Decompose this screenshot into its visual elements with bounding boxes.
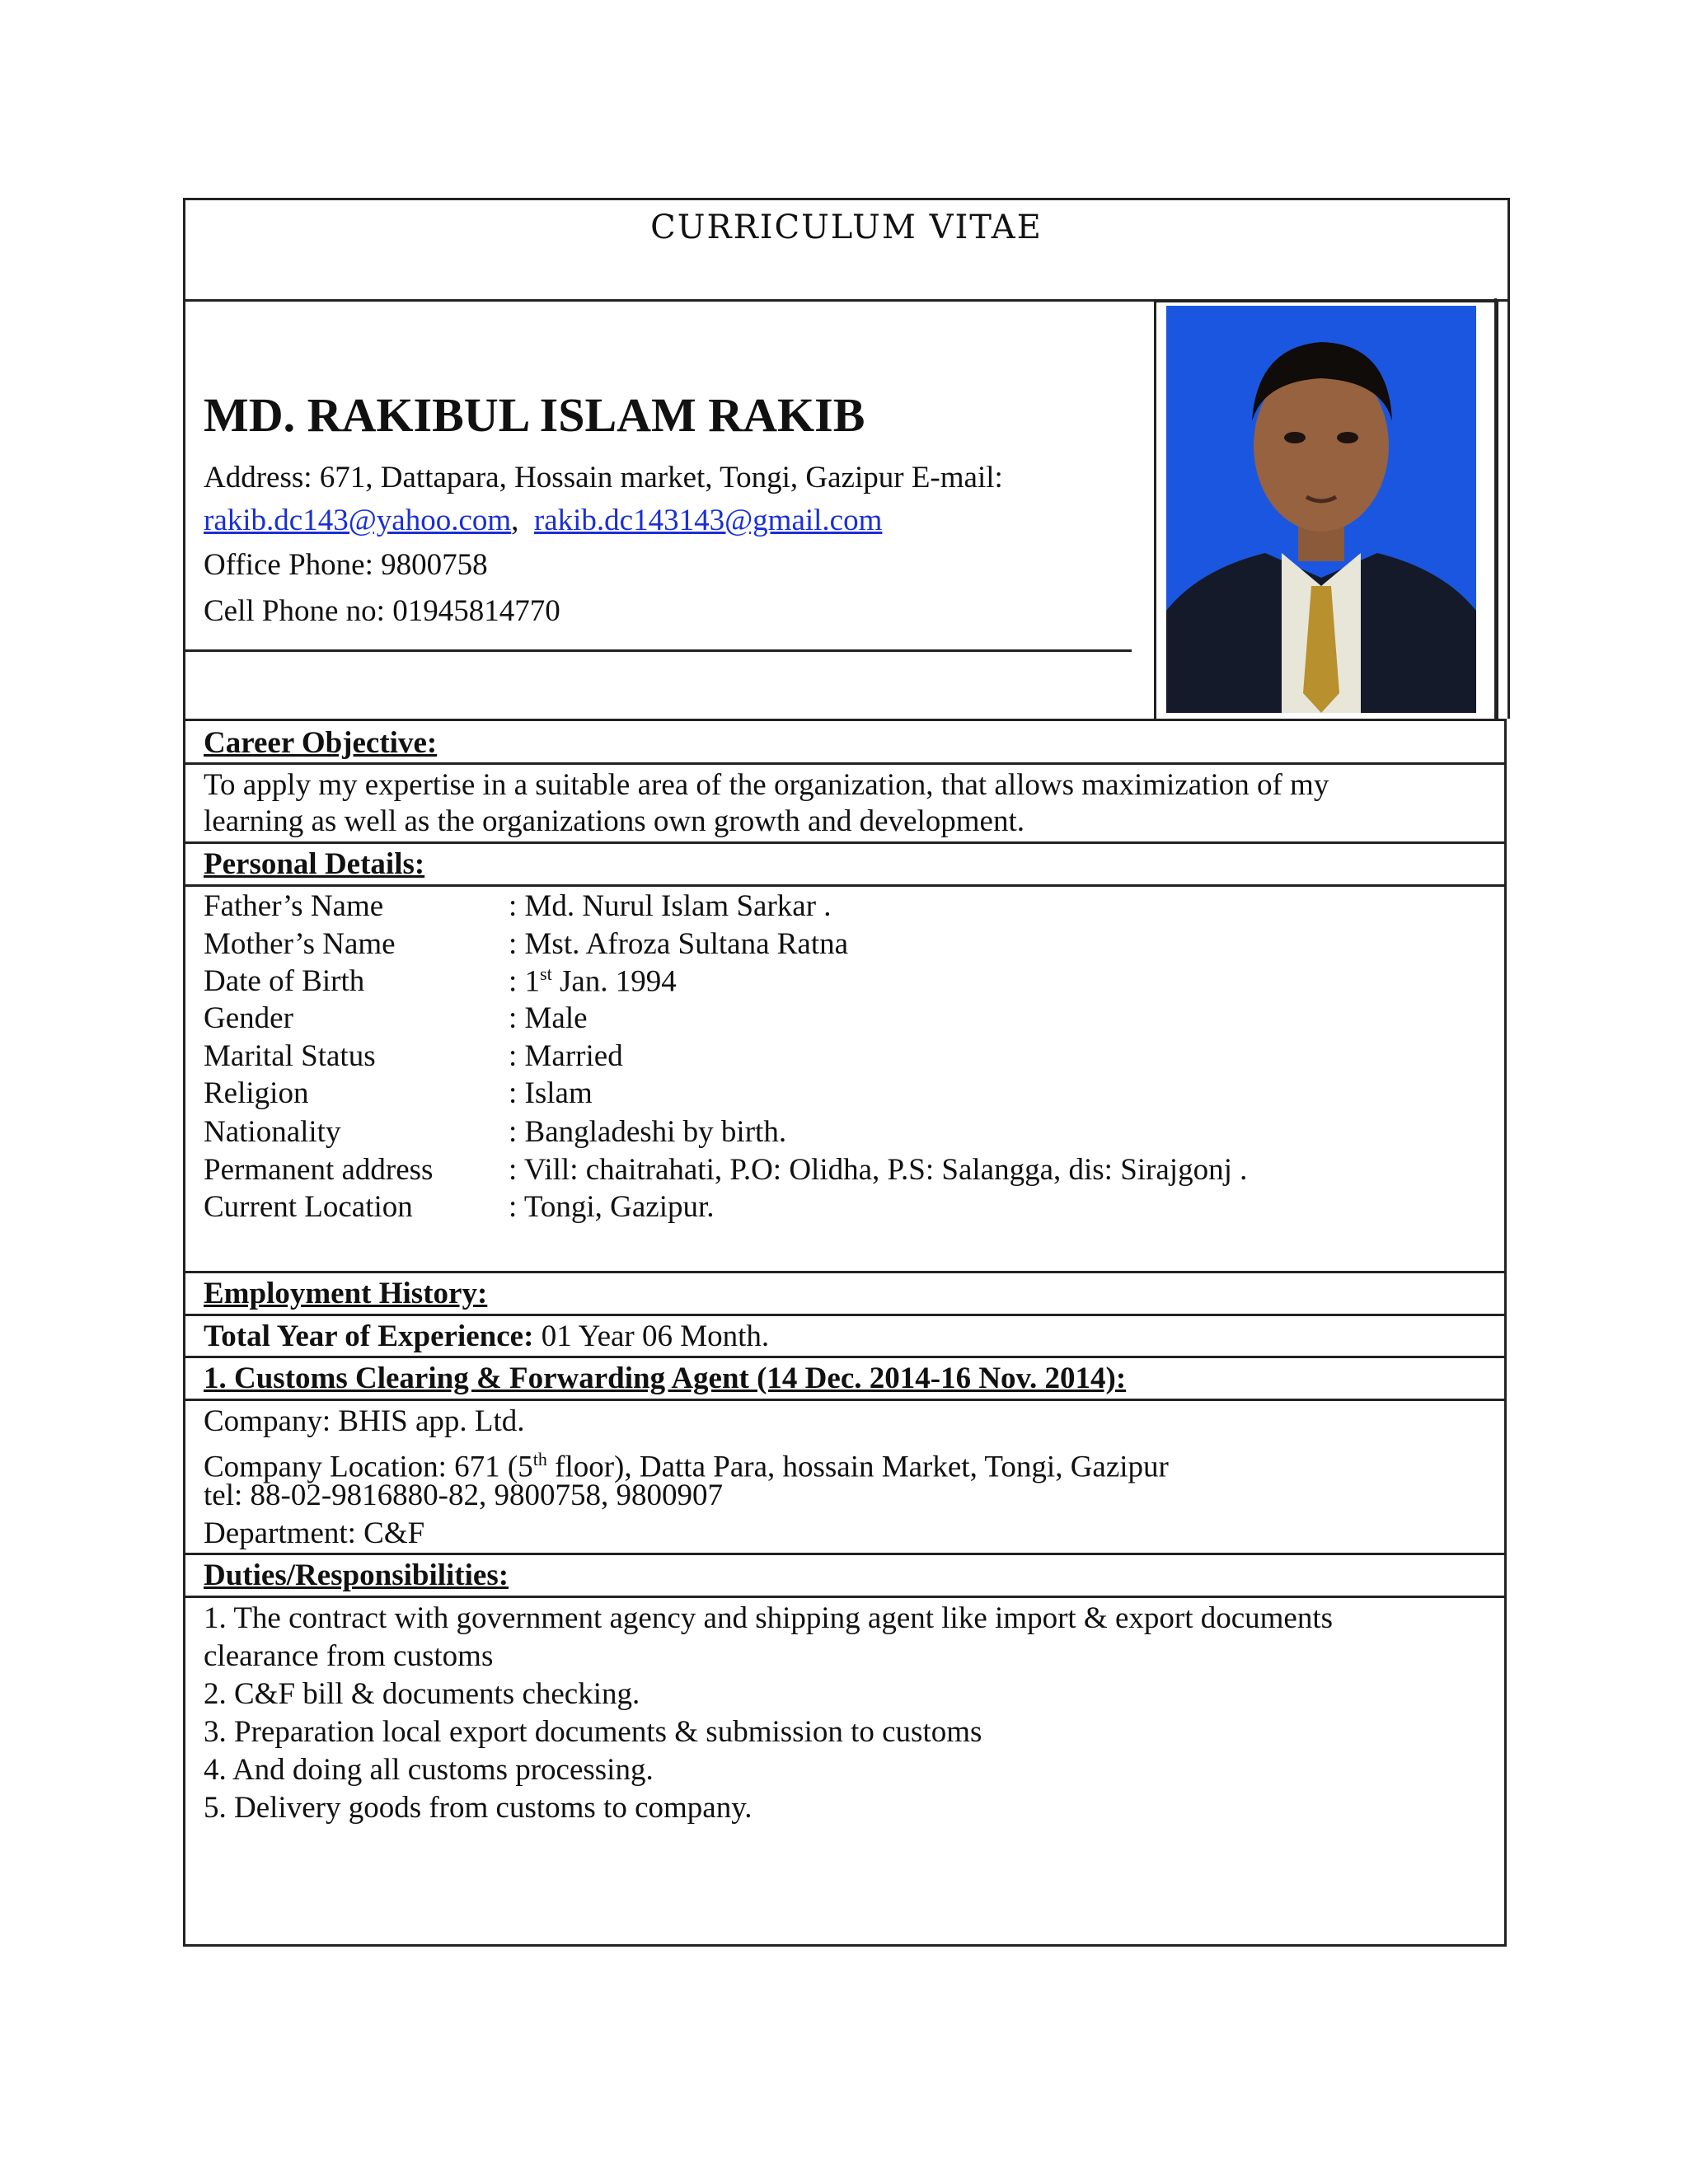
duty-item: 5. Delivery goods from customs to company. [204,1791,753,1825]
label-permanent-address: Permanent address [204,1153,434,1187]
value-mother: : Mst. Afroza Sultana Ratna [509,927,849,961]
job-heading: 1. Customs Clearing & Forwarding Agent (14 Dec. 2014-16 Nov. 2014): [204,1361,1127,1395]
duty-item: clearance from customs [204,1639,494,1673]
job-details-row [185,1401,1504,1555]
value-marital: : Married [509,1039,623,1073]
office-phone: Office Phone: 9800758 [204,548,488,582]
company-name: Company: BHIS app. Ltd. [204,1404,525,1438]
employment-heading-row [185,1273,1504,1316]
job-heading-row [185,1358,1504,1401]
personal-heading-row [185,844,1504,887]
employment-heading: Employment History: [204,1277,488,1310]
header-section [183,298,1510,719]
label-dob: Date of Birth [204,964,365,998]
page-title: CURRICULUM VITAE [650,209,1043,246]
company-tel: tel: 88-02-9816880-82, 9800758, 9800907 [204,1479,723,1512]
value-gender: : Male [509,1001,588,1035]
label-gender: Gender [204,1001,293,1035]
header-divider [185,649,1132,652]
label-mother: Mother’s Name [204,927,396,961]
career-heading-row [185,721,1504,765]
value-dob: : 1st Jan. 1994 [509,963,677,999]
photo-frame [1154,300,1498,721]
title-box [183,198,1510,302]
label-religion: Religion [204,1076,309,1110]
value-father: : Md. Nurul Islam Sarkar . [509,889,832,923]
candidate-name: MD. RAKIBUL ISLAM RAKIB [204,388,865,442]
company-location: Company Location: 671 (5th floor), Datta Para, hossain Market, Tongi, Gazipur [204,1449,1169,1484]
value-religion: : Islam [509,1076,593,1110]
career-heading: Career Objective: [204,726,438,760]
email-link-yahoo[interactable]: rakib.dc143@yahoo.com [204,504,512,537]
duty-item: 1. The contract with government agency and shipping agent like import & export documents [204,1601,1334,1635]
email-link-gmail[interactable]: rakib.dc143143@gmail.com [533,504,883,537]
label-marital: Marital Status [204,1039,376,1073]
experience-total: Total Year of Experience: 01 Year 06 Month. [204,1319,770,1353]
label-father: Father’s Name [204,889,384,923]
duties-heading: Duties/Responsibilities: [204,1558,509,1592]
duties-heading-row [185,1555,1504,1598]
header-right-rule [1494,298,1497,719]
personal-heading: Personal Details: [204,847,425,881]
value-location: : Tongi, Gazipur. [509,1190,715,1224]
value-nationality: : Bangladeshi by birth. [509,1115,787,1149]
career-text-row [185,765,1504,844]
duty-item: 4. And doing all customs processing. [204,1753,654,1787]
label-nationality: Nationality [204,1115,341,1149]
cell-phone: Cell Phone no: 01945814770 [204,594,560,628]
duty-item: 3. Preparation local export documents & submission to customs [204,1715,982,1749]
career-text-2: learning as well as the organizations own growth and development. [204,804,1025,838]
cv-body [183,719,1507,1947]
company-department: Department: C&F [204,1516,425,1550]
email-separator: , [511,504,519,537]
personal-details-row [185,887,1504,1273]
portrait-illustration [1166,306,1476,713]
address-line: Address: 671, Dattapara, Hossain market, Tongi, Gazipur E-mail: [204,461,1003,494]
career-text-1: To apply my expertise in a suitable area of the organization, that allows maximization of my [204,768,1329,802]
experience-row [185,1316,1504,1358]
profile-photo [1166,306,1476,713]
email-line [204,503,882,538]
value-permanent-address: : Vill: chaitrahati, P.O: Olidha, P.S: Salangga, dis: Sirajgonj . [509,1153,1248,1187]
label-location: Current Location [204,1190,413,1224]
duty-item: 2. C&F bill & documents checking. [204,1677,640,1711]
